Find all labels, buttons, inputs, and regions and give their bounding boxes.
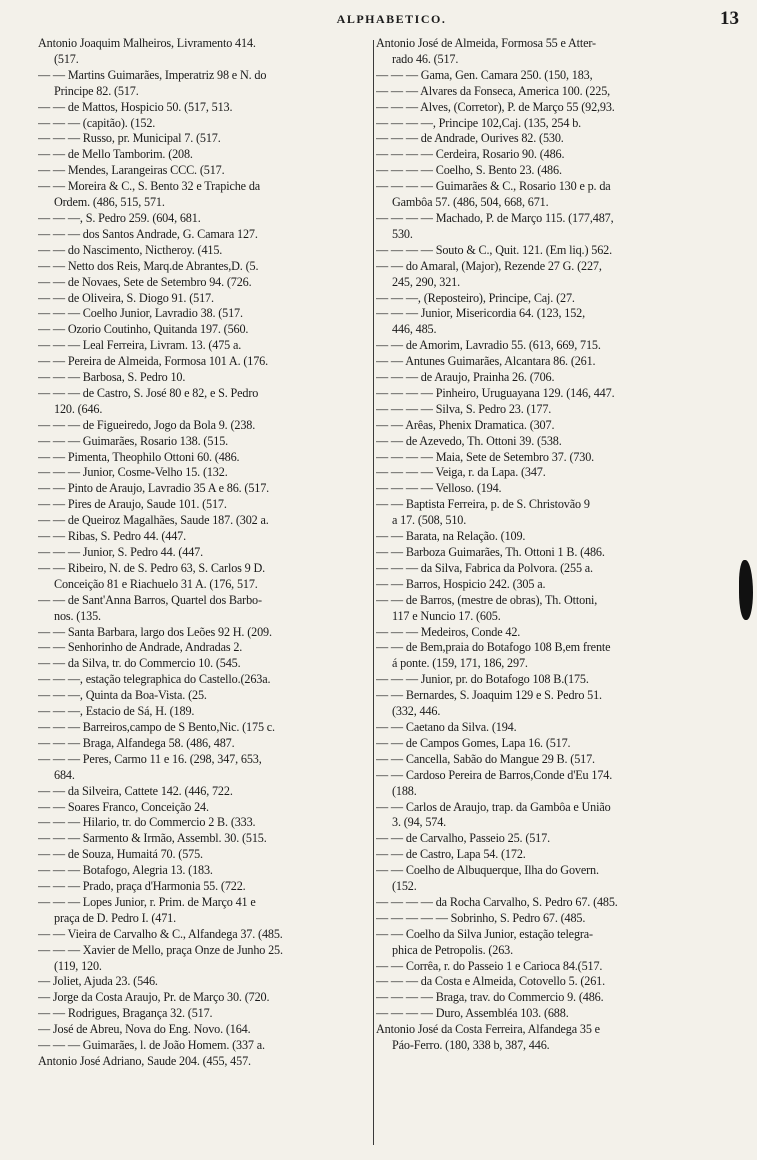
directory-entry-line: Antonio José de Almeida, Formosa 55 e Atter- xyxy=(376,36,596,50)
directory-entry-line: — — de Novaes, Sete de Setembro 94. (726. xyxy=(38,274,252,289)
directory-entry-line: — José de Abreu, Nova do Eng. Novo. (164. xyxy=(38,1022,251,1037)
left-column xyxy=(38,36,374,1070)
directory-entry-line: — — Carlos de Araujo, trap. da Gambôa e União xyxy=(376,799,611,814)
directory-entry-line: — — — de Andrade, Ourives 82. (530. xyxy=(376,131,564,146)
directory-entry-line: (152. xyxy=(392,879,417,894)
directory-entry-line: — — Coelho da Silva Junior, estação telegra- xyxy=(376,926,593,941)
directory-entry-line: 684. xyxy=(54,767,75,782)
directory-entry-line: — — Netto dos Reis, Marq.de Abrantes,D. (5. xyxy=(38,258,259,273)
directory-entry-line: — — — Hilario, tr. do Commercio 2 B. (333. xyxy=(38,815,256,830)
directory-entry-line: — — Baptista Ferreira, p. de S. Christovão 9 xyxy=(376,497,590,512)
directory-entry-line: á ponte. (159, 171, 186, 297. xyxy=(392,656,528,671)
directory-entry-line: — — Coelho de Albuquerque, Ilha do Govern. xyxy=(376,863,599,878)
directory-entry-line: Antonio José da Costa Ferreira, Alfandega 35 e xyxy=(376,1022,600,1037)
directory-entry-line: — — — Botafogo, Alegria 13. (183. xyxy=(38,863,213,878)
ink-blot xyxy=(739,560,753,620)
directory-entry-line: — — — Junior, pr. do Botafogo 108 B.(175. xyxy=(376,672,589,687)
directory-entry-line: — — — Braga, Alfandega 58. (486, 487. xyxy=(38,735,235,750)
directory-entry-line: — — Corrêa, r. do Passeio 1 e Carioca 84.(517. xyxy=(376,958,603,973)
directory-entry-line: (119, 120. xyxy=(54,958,102,973)
directory-entry-line: — — Bernardes, S. Joaquim 129 e S. Pedro 51. xyxy=(376,688,602,703)
directory-entry-line: (188. xyxy=(392,783,417,798)
directory-entry-line: — — Pimenta, Theophilo Ottoni 60. (486. xyxy=(38,449,240,464)
directory-entry-line: — — — Gama, Gen. Camara 250. (150, 183, xyxy=(376,67,593,82)
directory-entry-line: — — — de Figueiredo, Jogo da Bola 9. (238. xyxy=(38,417,256,432)
directory-entry-line: — — Ozorio Coutinho, Quitanda 197. (560. xyxy=(38,322,249,337)
directory-entry-line: — — de Mello Tamborim. (208. xyxy=(38,147,193,162)
directory-entry-line: — — —, Estacio de Sá, H. (189. xyxy=(38,704,195,719)
directory-entry-line: Antonio José Adriano, Saude 204. (455, 457. xyxy=(38,1054,251,1068)
directory-entry-line: — — Pereira de Almeida, Formosa 101 A. (176. xyxy=(38,354,269,369)
directory-entry-line: — Jorge da Costa Araujo, Pr. de Março 30. (720. xyxy=(38,990,270,1005)
directory-entry-line: Ordem. (486, 515, 571. xyxy=(54,195,165,210)
directory-entry-line: — — — — Velloso. (194. xyxy=(376,481,502,496)
directory-entry-line: — — Santa Barbara, largo dos Leões 92 H. (209. xyxy=(38,624,272,639)
directory-entry-line: — — — Xavier de Mello, praça Onze de Junho 25. xyxy=(38,942,283,957)
directory-entry-line: — — — — Guimarães & C., Rosario 130 e p. da xyxy=(376,179,611,194)
directory-entry-line: — — — Junior, S. Pedro 44. (447. xyxy=(38,545,203,559)
directory-entry-line: 446, 485. xyxy=(392,322,437,337)
directory-entry-line: Conceição 81 e Riachuelo 31 A. (176, 517. xyxy=(54,576,258,591)
directory-entry-line: — — — da Costa e Almeida, Cotovello 5. (261. xyxy=(376,974,605,989)
directory-entry-line: — — —, (Reposteiro), Principe, Caj. (27. xyxy=(376,290,575,305)
directory-entry-line: — — de Castro, Lapa 54. (172. xyxy=(376,847,526,862)
directory-entry-line: — — — — Silva, S. Pedro 23. (177. xyxy=(376,401,552,416)
directory-entry-line: — — Senhorinho de Andrade, Andradas 2. xyxy=(38,640,243,655)
directory-entry-line: — — Barata, na Relação. (109. xyxy=(376,529,526,544)
directory-entry-line: — — de Amorim, Lavradio 55. (613, 669, 715. xyxy=(376,338,601,353)
directory-entry-line: — — de Queiroz Magalhães, Saude 187. (302 a. xyxy=(38,513,269,528)
directory-entry-line: — — Ribas, S. Pedro 44. (447. xyxy=(38,529,186,544)
directory-entry-line: — — — Barbosa, S. Pedro 10. xyxy=(38,370,186,385)
directory-entry-line: — — da Silveira, Cattete 142. (446, 722. xyxy=(38,783,233,798)
directory-entry-line: — — de Azevedo, Th. Ottoni 39. (538. xyxy=(376,433,562,448)
directory-entry-line: — — — —, Principe 102,Caj. (135, 254 b. xyxy=(376,115,582,130)
directory-entry-line: 117 e Nuncio 17. (605. xyxy=(392,608,501,623)
directory-entry-line: (332, 446. xyxy=(392,704,441,719)
directory-entry-line: phica de Petropolis. (263. xyxy=(392,942,513,957)
directory-entry-line: 530. xyxy=(392,226,413,241)
directory-entry-line: — — — — — Sobrinho, S. Pedro 67. (485. xyxy=(376,910,586,925)
directory-entry-line: — — da Silva, tr. do Commercio 10. (545. xyxy=(38,656,241,671)
directory-entry-line: — — Antunes Guimarães, Alcantara 86. (261. xyxy=(376,354,596,369)
directory-entry-line: — — — Alves, (Corretor), P. de Março 55 (92,93. xyxy=(376,99,615,114)
directory-entry-line: — — — Guimarães, Rosario 138. (515. xyxy=(38,433,229,448)
directory-entry-line: — — do Nascimento, Nictheroy. (415. xyxy=(38,242,223,257)
directory-entry-line: — — de Oliveira, S. Diogo 91. (517. xyxy=(38,290,214,305)
directory-entry-line: 3. (94, 574. xyxy=(392,815,447,830)
directory-entry-line: — — de Bem,praia do Botafogo 108 B,em frente xyxy=(376,640,611,655)
directory-entry-line: — — Mendes, Larangeiras CCC. (517. xyxy=(38,163,225,178)
directory-entry-line: — — Vieira de Carvalho & C., Alfandega 37. (485. xyxy=(38,926,283,941)
page-number: 13 xyxy=(720,8,739,29)
directory-entry-line: — — de Carvalho, Passeio 25. (517. xyxy=(376,831,550,846)
directory-entry-line: — — do Amaral, (Major), Rezende 27 G. (227, xyxy=(376,258,602,273)
directory-entry-line: — — de Souza, Humaitá 70. (575. xyxy=(38,847,203,862)
directory-entry-line: — — Rodrigues, Bragança 32. (517. xyxy=(38,1006,213,1021)
directory-entry-line: — — — — Veiga, r. da Lapa. (347. xyxy=(376,465,546,480)
directory-entry-line: — — Moreira & C., S. Bento 32 e Trapiche da xyxy=(38,179,261,194)
directory-entry-line: — — — — da Rocha Carvalho, S. Pedro 67. (485. xyxy=(376,894,618,909)
directory-entry-line: — — Ribeiro, N. de S. Pedro 63, S. Carlos 9 D. xyxy=(38,560,266,575)
directory-entry-line: — — — — Coelho, S. Bento 23. (486. xyxy=(376,163,562,178)
directory-entry-line: — — — — Souto & C., Quit. 121. (Em liq.) 562. xyxy=(376,242,612,257)
directory-entry-line: Páo-Ferro. (180, 338 b, 387, 446. xyxy=(392,1038,550,1053)
directory-entry-line: — — Cardoso Pereira de Barros,Conde d'Eu 174. xyxy=(376,767,613,782)
directory-entry-line: — — de Barros, (mestre de obras), Th. Ottoni, xyxy=(376,592,598,607)
directory-entry-line: — Joliet, Ajuda 23. (546. xyxy=(38,974,158,989)
directory-entry-line: — — — (capitão). (152. xyxy=(38,115,156,130)
directory-entry-line: — — — — Machado, P. de Março 115. (177,487, xyxy=(376,210,614,225)
directory-entry-line: — — Soares Franco, Conceição 24. xyxy=(38,799,209,814)
directory-entry-line: — — — Leal Ferreira, Livram. 13. (475 a. xyxy=(38,338,242,353)
directory-entry-line: — — — Guimarães, l. de João Homem. (337 a. xyxy=(38,1038,265,1053)
directory-entry-line: — — — — Maia, Sete de Setembro 37. (730. xyxy=(376,449,595,464)
directory-entry-line: — — — — Duro, Assembléa 103. (688. xyxy=(376,1006,569,1021)
directory-entry-line: — — — de Araujo, Prainha 26. (706. xyxy=(376,370,555,385)
directory-entry-line: — — — de Castro, S. José 80 e 82, e S. Pedro xyxy=(38,385,259,400)
directory-entry-line: — — — Junior, Misericordia 64. (123, 152, xyxy=(376,306,585,321)
directory-entry-line: — — Pinto de Araujo, Lavradio 35 A e 86. (517. xyxy=(38,481,270,496)
directory-entry-line: (517. xyxy=(54,51,79,66)
directory-entry-line: — — — Barreiros,campo de S Bento,Nic. (175 c. xyxy=(38,719,275,734)
directory-entry-line: — — —, estação telegraphica do Castello.(263a. xyxy=(38,672,271,687)
directory-entry-line: Antonio Joaquim Malheiros, Livramento 414. xyxy=(38,36,256,50)
directory-entry-line: a 17. (508, 510. xyxy=(392,513,467,528)
directory-entry-line: — — — Alvares da Fonseca, America 100. (225, xyxy=(376,83,611,98)
directory-entry-line: — — Barboza Guimarães, Th. Ottoni 1 B. (486. xyxy=(376,545,605,559)
directory-entry-line: — — Caetano da Silva. (194. xyxy=(376,719,517,734)
directory-entry-line: — — Pires de Araujo, Saude 101. (517. xyxy=(38,497,227,512)
directory-entry-line: praça de D. Pedro I. (471. xyxy=(54,910,176,925)
directory-entry-line: — — — — Braga, trav. do Commercio 9. (486. xyxy=(376,990,604,1005)
column-divider xyxy=(373,40,374,1145)
directory-entry-line: — — — Russo, pr. Municipal 7. (517. xyxy=(38,131,221,146)
directory-entry-line: — — — Coelho Junior, Lavradio 38. (517. xyxy=(38,306,243,321)
right-column xyxy=(376,36,716,1054)
directory-entry-line: — — — Peres, Carmo 11 e 16. (298, 347, 653, xyxy=(38,751,262,766)
directory-entry-line: 120. (646. xyxy=(54,401,103,416)
page-header xyxy=(40,8,743,32)
directory-entry-line: 245, 290, 321. xyxy=(392,274,460,289)
directory-entry-line: — — — dos Santos Andrade, G. Camara 127. xyxy=(38,226,258,241)
directory-entry-line: — — — Junior, Cosme-Velho 15. (132. xyxy=(38,465,228,480)
directory-entry-line: Principe 82. (517. xyxy=(54,83,139,98)
directory-entry-line: — — Barros, Hospicio 242. (305 a. xyxy=(376,576,546,591)
directory-entry-line: — — — — Pinheiro, Uruguayana 129. (146, 447. xyxy=(376,385,615,400)
directory-entry-line: rado 46. (517. xyxy=(392,51,459,66)
directory-entry-line: Gambôa 57. (486, 504, 668, 671. xyxy=(392,195,549,210)
directory-entry-line: — — —, Quinta da Boa-Vista. (25. xyxy=(38,688,207,703)
directory-entry-line: — — — — Cerdeira, Rosario 90. (486. xyxy=(376,147,565,162)
directory-entry-line: — — Martins Guimarães, Imperatriz 98 e N. do xyxy=(38,67,267,82)
running-title: ALPHABETICO. xyxy=(336,12,447,26)
directory-entry-line: — — — da Silva, Fabrica da Polvora. (255 a. xyxy=(376,560,593,575)
directory-entry-line: nos. (135. xyxy=(54,608,101,623)
directory-entry-line: — — de Mattos, Hospicio 50. (517, 513. xyxy=(38,99,233,114)
directory-entry-line: — — —, S. Pedro 259. (604, 681. xyxy=(38,210,201,225)
directory-entry-line: — — — Prado, praça d'Harmonia 55. (722. xyxy=(38,879,246,894)
directory-entry-line: — — Cancella, Sabão do Mangue 29 B. (517. xyxy=(376,751,595,766)
directory-entry-line: — — — Sarmento & Irmão, Assembl. 30. (515. xyxy=(38,831,267,846)
directory-entry-line: — — de Sant'Anna Barros, Quartel dos Barbo- xyxy=(38,592,262,607)
directory-entry-line: — — de Campos Gomes, Lapa 16. (517. xyxy=(376,735,571,750)
directory-entry-line: — — Arêas, Phenix Dramatica. (307. xyxy=(376,417,555,432)
directory-entry-line: — — — Lopes Junior, r. Prim. de Março 41 e xyxy=(38,894,256,909)
directory-entry-line: — — — Medeiros, Conde 42. xyxy=(376,624,521,639)
